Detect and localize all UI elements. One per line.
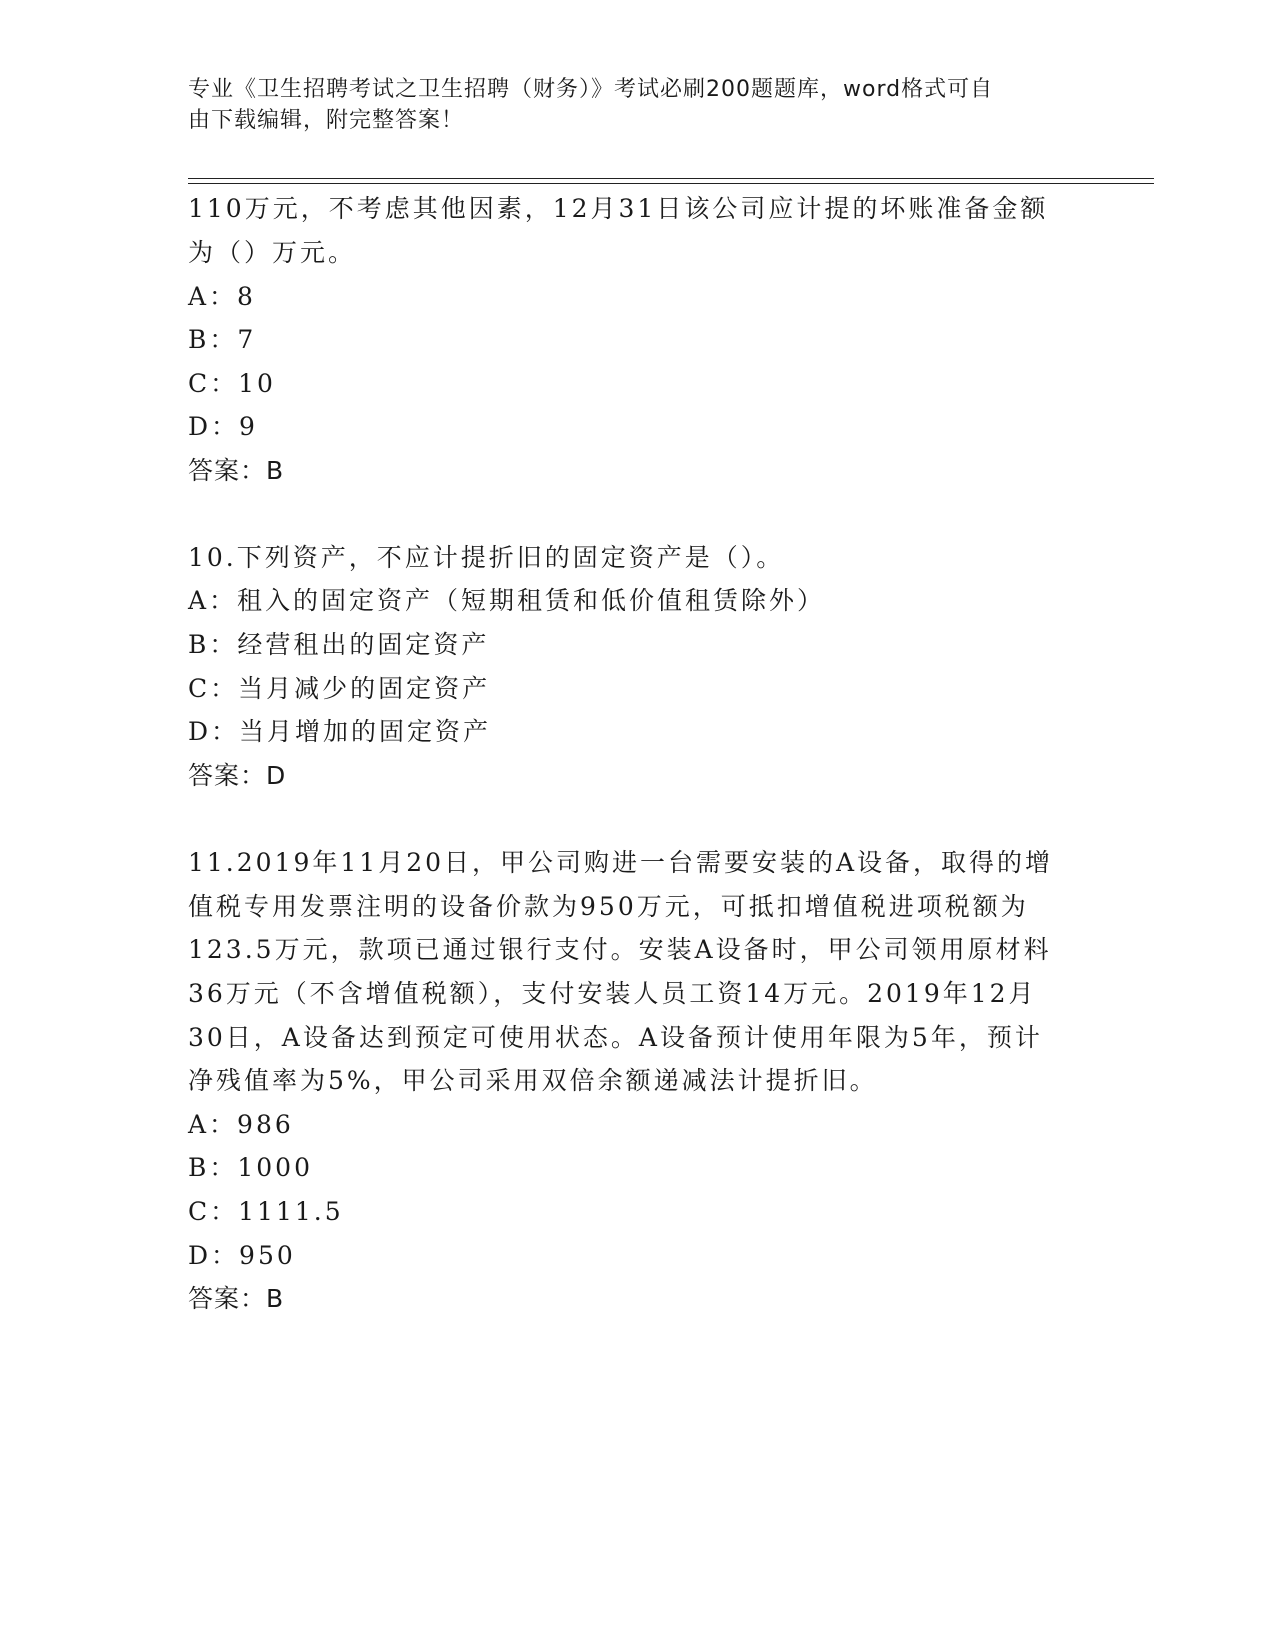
q10-option-d: D：当月增加的固定资产 — [188, 717, 492, 746]
q11-stem-line-4: 36万元（不含增值税额），支付安装人员工资14万元。2019年12月 — [188, 979, 1037, 1008]
q11-stem-line-5: 30日，A设备达到预定可使用状态。A设备预计使用年限为5年，预计 — [188, 1023, 1043, 1052]
q11-stem-line-3: 123.5万元，款项已通过银行支付。安装A设备时，甲公司领用原材料 — [188, 935, 1052, 964]
q9-option-b: B：7 — [188, 325, 257, 354]
q9-option-a: A：8 — [188, 282, 256, 311]
q9-option-c: C：10 — [188, 369, 276, 398]
q10-option-a: A：租入的固定资产（短期租赁和低价值租赁除外） — [188, 586, 826, 615]
header-rule-bottom — [188, 183, 1154, 184]
q11-stem-line-6: 净残值率为5%，甲公司采用双倍余额递减法计提折旧。 — [188, 1066, 878, 1095]
q10-option-c: C：当月减少的固定资产 — [188, 674, 491, 703]
q10-stem: 10.下列资产，不应计提折旧的固定资产是（）。 — [188, 543, 785, 572]
q9-answer: 答案：B — [188, 456, 285, 485]
q11-answer: 答案：B — [188, 1284, 285, 1313]
q11-option-a: A：986 — [188, 1110, 294, 1139]
header-rule-top — [188, 178, 1154, 179]
q9-option-d: D：9 — [188, 412, 258, 441]
q11-stem-line-2: 值税专用发票注明的设备价款为950万元，可抵扣增值税进项税额为 — [188, 892, 1029, 921]
q10-answer: 答案：D — [188, 761, 287, 790]
header-line-2: 由下载编辑，附完整答案！ — [188, 108, 465, 133]
q11-option-d: D：950 — [188, 1241, 296, 1270]
q9-stem-line-1: 110万元，不考虑其他因素，12月31日该公司应计提的坏账准备金额 — [188, 194, 1049, 223]
document-header — [188, 74, 1068, 136]
q11-option-b: B：1000 — [188, 1153, 313, 1182]
q11-stem-line-1: 11.2019年11月20日，甲公司购进一台需要安装的A设备，取得的增 — [188, 848, 1054, 877]
header-line-1: 专业《卫生招聘考试之卫生招聘（财务）》考试必刷200题题库，word格式可自 — [188, 77, 994, 102]
q11-option-c: C：1111.5 — [188, 1197, 344, 1226]
q9-stem-line-2: 为（）万元。 — [188, 238, 357, 267]
q10-option-b: B：经营租出的固定资产 — [188, 630, 490, 659]
